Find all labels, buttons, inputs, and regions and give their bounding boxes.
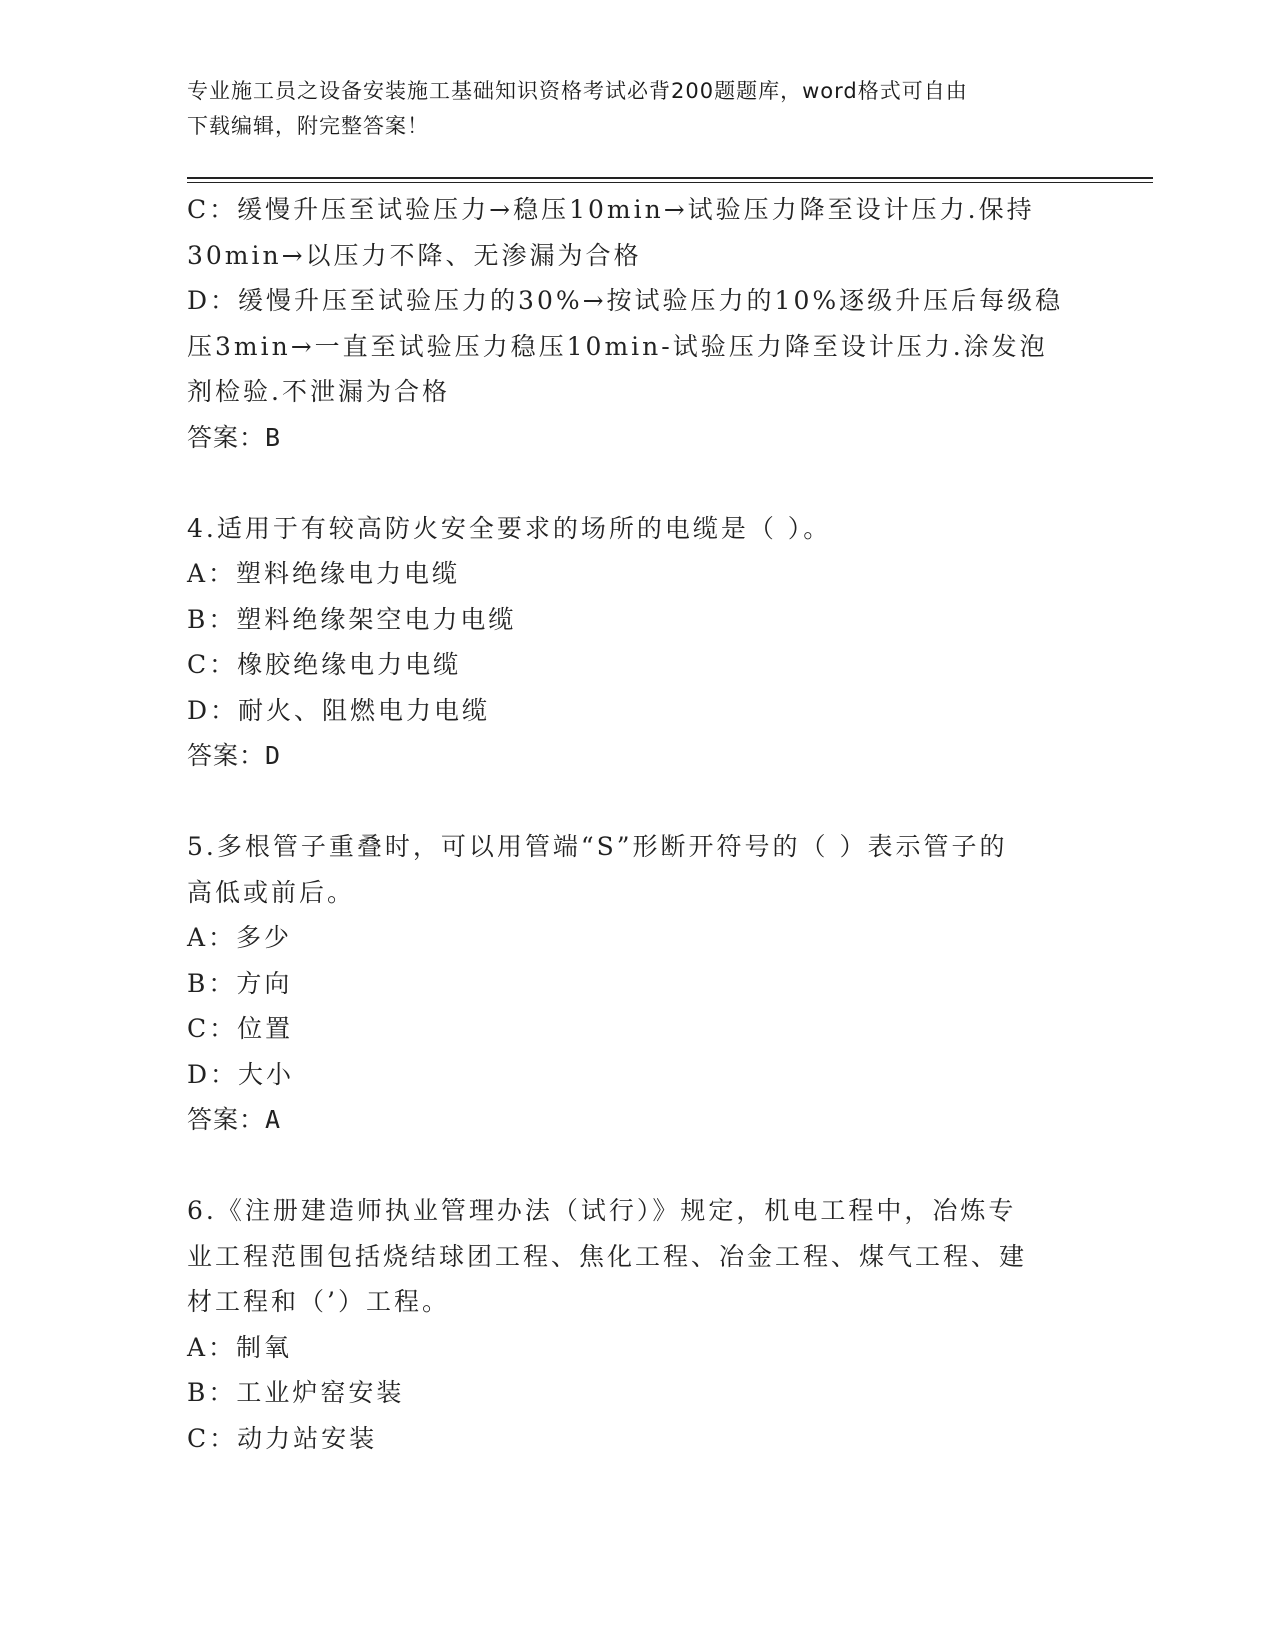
question-stem-line-2: 高低或前后。	[187, 877, 356, 907]
spacer	[187, 779, 1067, 825]
question-stem-line-2: 业工程范围包括烧结球团工程、焦化工程、冶金工程、煤气工程、建	[187, 1241, 1028, 1271]
header-line-2: 下载编辑，附完整答案！	[187, 114, 429, 138]
document-header	[187, 74, 1087, 144]
question-6	[187, 1188, 1067, 1461]
option-b: B：方向	[187, 968, 293, 998]
option-a: A：塑料绝缘电力电缆	[187, 559, 461, 588]
option-d-line-3: 剂检验.不泄漏为合格	[187, 377, 450, 406]
option-b: B：工业炉窑安装	[187, 1378, 405, 1407]
question-stem-line-1: 6.《注册建造师执业管理办法（试行）》规定，机电工程中，冶炼专	[187, 1196, 1017, 1225]
option-c-line-1: C：缓慢升压至试验压力→稳压10min→试验压力降至设计压力.保持	[187, 195, 1035, 224]
option-d-line-1: D：缓慢升压至试验压力的30%→按试验压力的10%逐级升压后每级稳	[187, 286, 1064, 315]
option-d-line-2: 压3min→一直至试验压力稳压10min-试验压力降至设计压力.涂发泡	[187, 331, 1048, 361]
option-c: C：动力站安装	[187, 1423, 378, 1453]
option-c: C：橡胶绝缘电力电缆	[187, 650, 462, 679]
header-line-1: 专业施工员之设备安装施工基础知识资格考试必背200题题库，word格式可自由	[187, 79, 968, 103]
option-d: D：大小	[187, 1059, 295, 1089]
question-3-continued	[187, 187, 1067, 460]
header-rule-thick	[187, 177, 1153, 179]
option-c: C：位置	[187, 1014, 294, 1043]
question-stem-line-3: 材工程和（’）工程。	[187, 1287, 450, 1316]
answer-label: 答案：D	[187, 741, 282, 770]
option-d: D：耐火、阻燃电力电缆	[187, 695, 491, 725]
answer-label: 答案：A	[187, 1105, 282, 1134]
option-b: B：塑料绝缘架空电力电缆	[187, 604, 517, 634]
option-a: A：制氧	[187, 1332, 293, 1362]
spacer	[187, 1143, 1067, 1189]
question-stem: 4.适用于有较高防火安全要求的场所的电缆是（ ）。	[187, 513, 832, 543]
question-5	[187, 824, 1067, 1143]
spacer	[187, 460, 1067, 506]
question-stem-line-1: 5.多根管子重叠时，可以用管端“S”形断开符号的（ ）表示管子的	[187, 832, 1008, 861]
answer-label: 答案：B	[187, 422, 282, 452]
question-content	[187, 187, 1067, 1461]
option-c-line-2: 30min→以压力不降、无渗漏为合格	[187, 240, 642, 270]
header-rule-thin	[187, 182, 1153, 183]
option-a: A：多少	[187, 923, 293, 952]
question-4	[187, 506, 1067, 779]
